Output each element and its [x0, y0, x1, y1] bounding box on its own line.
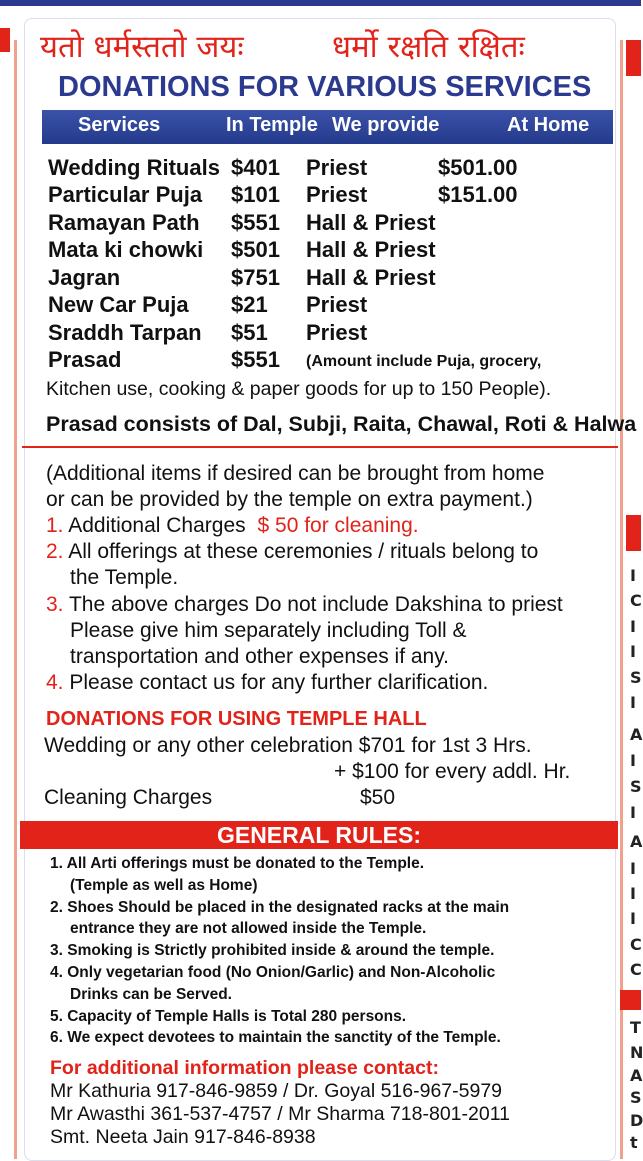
edge-letter: A [630, 1066, 643, 1085]
section-divider [22, 446, 618, 448]
edge-letter: S [630, 668, 642, 687]
item-text: Additional Charges [68, 514, 246, 537]
page-title: DONATIONS FOR VARIOUS SERVICES [58, 71, 592, 103]
item-number: 4. [46, 671, 64, 694]
list-item [46, 671, 488, 695]
sanskrit-left: यतो धर्मस्ततो जयः [40, 29, 244, 65]
home-price: $501.00 [438, 155, 518, 180]
prasad-consists: Prasad consists of Dal, Subji, Raita, Chawal, Roti & Halwa [46, 412, 637, 436]
table-row [48, 182, 618, 210]
item-number: 2. [46, 540, 64, 563]
sanskrit-right: धर्मो रक्षति रक्षितः [332, 29, 525, 65]
sanskrit-motto [40, 28, 600, 66]
edge-letter: C [630, 591, 642, 610]
rule-line: 5. Capacity of Temple Halls is Total 280 persons. [50, 1008, 407, 1025]
service-name: Mata ki chowki [48, 237, 204, 262]
contact-heading: For additional information please contact: [50, 1057, 439, 1079]
item-continuation: transportation and other expenses if any. [70, 645, 450, 668]
additional-line-2: or can be provided by the temple on extra payment.) [46, 488, 533, 511]
hall-heading: DONATIONS FOR USING TEMPLE HALL [46, 708, 427, 730]
table-row [48, 292, 618, 320]
provided: Hall & Priest [306, 237, 436, 262]
services-table-header [42, 110, 613, 144]
temple-price: $501 [231, 237, 280, 262]
right-accent-mid [626, 515, 641, 551]
edge-letter: I [630, 617, 636, 636]
edge-letter: I [630, 909, 636, 928]
edge-letter: I [630, 751, 636, 770]
left-accent [0, 28, 10, 52]
service-name: Prasad [48, 347, 122, 372]
edge-letter: t [630, 1133, 638, 1152]
edge-letter: C [630, 960, 642, 979]
edge-letter: C [630, 935, 642, 954]
edge-letter: I [630, 566, 636, 585]
cleaning-charge: $ 50 for cleaning. [257, 514, 419, 537]
left-border-line [14, 40, 17, 1159]
rules-heading: GENERAL RULES: [20, 821, 618, 849]
table-row [48, 210, 618, 238]
rule-line: 4. Only vegetarian food (No Onion/Garlic) and Non-Alcoholic [50, 964, 496, 981]
service-name: Ramayan Path [48, 210, 200, 235]
item-number: 3. [46, 593, 64, 616]
top-border [0, 0, 641, 6]
rule-line: 1. All Arti offerings must be donated to the Temple. [50, 855, 425, 872]
cleaning-value: $50 [360, 786, 396, 809]
provided: Priest [306, 320, 368, 345]
edge-letter: N [630, 1043, 643, 1062]
rule-line: entrance they are not allowed inside the Temple. [70, 920, 427, 937]
edge-letter: A [630, 832, 643, 851]
service-name: Particular Puja [48, 182, 203, 207]
edge-letter: I [630, 803, 636, 822]
service-name: Wedding Rituals [48, 155, 220, 180]
list-item [46, 593, 563, 617]
edge-letter: I [630, 859, 636, 878]
table-row [48, 320, 618, 348]
right-accent-bottom [620, 990, 641, 1010]
item-text: All offerings at these ceremonies / rituals belong to [68, 540, 539, 563]
rule-line: Drinks can be Served. [70, 986, 232, 1003]
temple-price: $751 [231, 265, 280, 290]
list-item [46, 514, 419, 538]
col-in-temple: In Temple [226, 114, 318, 136]
edge-letter: A [630, 725, 643, 744]
item-text: Please contact us for any further clarification. [69, 671, 489, 694]
hall-line-2: + $100 for every addl. Hr. [334, 760, 571, 783]
temple-price: $551 [231, 210, 280, 235]
service-name: Sraddh Tarpan [48, 320, 202, 345]
temple-price: $51 [231, 320, 268, 345]
service-name: New Car Puja [48, 292, 189, 317]
provided: Hall & Priest [306, 265, 436, 290]
rule-line: 2. Shoes Should be placed in the designated racks at the main [50, 899, 510, 916]
hall-line-1: Wedding or any other celebration $701 for 1st 3 Hrs. [44, 734, 532, 757]
col-services: Services [78, 114, 161, 136]
contact-line: Mr Awasthi 361-537-4757 / Mr Sharma 718-801-2011 [50, 1103, 510, 1125]
table-row [48, 347, 618, 375]
edge-letter: S [630, 1088, 642, 1107]
col-we-provide: We provide [332, 114, 440, 136]
edge-letter: S [630, 777, 642, 796]
item-number: 1. [46, 514, 64, 537]
list-item [46, 540, 538, 564]
item-continuation: the Temple. [70, 566, 179, 589]
temple-price: $401 [231, 155, 280, 180]
provided: Priest [306, 182, 368, 207]
right-accent-top [626, 40, 641, 76]
additional-line-1: (Additional items if desired can be brought from home [46, 462, 545, 485]
edge-letter: T [630, 1018, 641, 1037]
provided: Priest [306, 155, 368, 180]
home-price: $151.00 [438, 182, 518, 207]
cleaning-label: Cleaning Charges [44, 786, 213, 809]
prasad-note-continued: Kitchen use, cooking & paper goods for up to 150 People). [46, 378, 552, 400]
rule-line: (Temple as well as Home) [70, 877, 258, 894]
provided: Hall & Priest [306, 210, 436, 235]
service-name: Jagran [48, 265, 121, 290]
temple-price: $101 [231, 182, 280, 207]
contact-line: Mr Kathuria 917-846-9859 / Dr. Goyal 516-967-5979 [50, 1080, 503, 1102]
edge-letter: I [630, 642, 636, 661]
contact-line: Smt. Neeta Jain 917-846-8938 [50, 1126, 316, 1148]
edge-letter: I [630, 884, 636, 903]
edge-letter: D [630, 1111, 643, 1130]
table-row [48, 155, 618, 183]
item-text: The above charges Do not include Dakshina to priest [68, 593, 563, 616]
table-row [48, 265, 618, 293]
table-row [48, 237, 618, 265]
col-at-home: At Home [507, 114, 590, 136]
edge-letter: I [630, 693, 636, 712]
item-continuation: Please give him separately including Toll & [70, 619, 467, 642]
provided: Priest [306, 292, 368, 317]
temple-price: $21 [231, 292, 268, 317]
prasad-note: (Amount include Puja, grocery, [306, 353, 542, 370]
rule-line: 3. Smoking is Strictly prohibited inside & around the temple. [50, 942, 495, 959]
temple-price: $551 [231, 347, 280, 372]
rule-line: 6. We expect devotees to maintain the sanctity of the Temple. [50, 1029, 501, 1046]
